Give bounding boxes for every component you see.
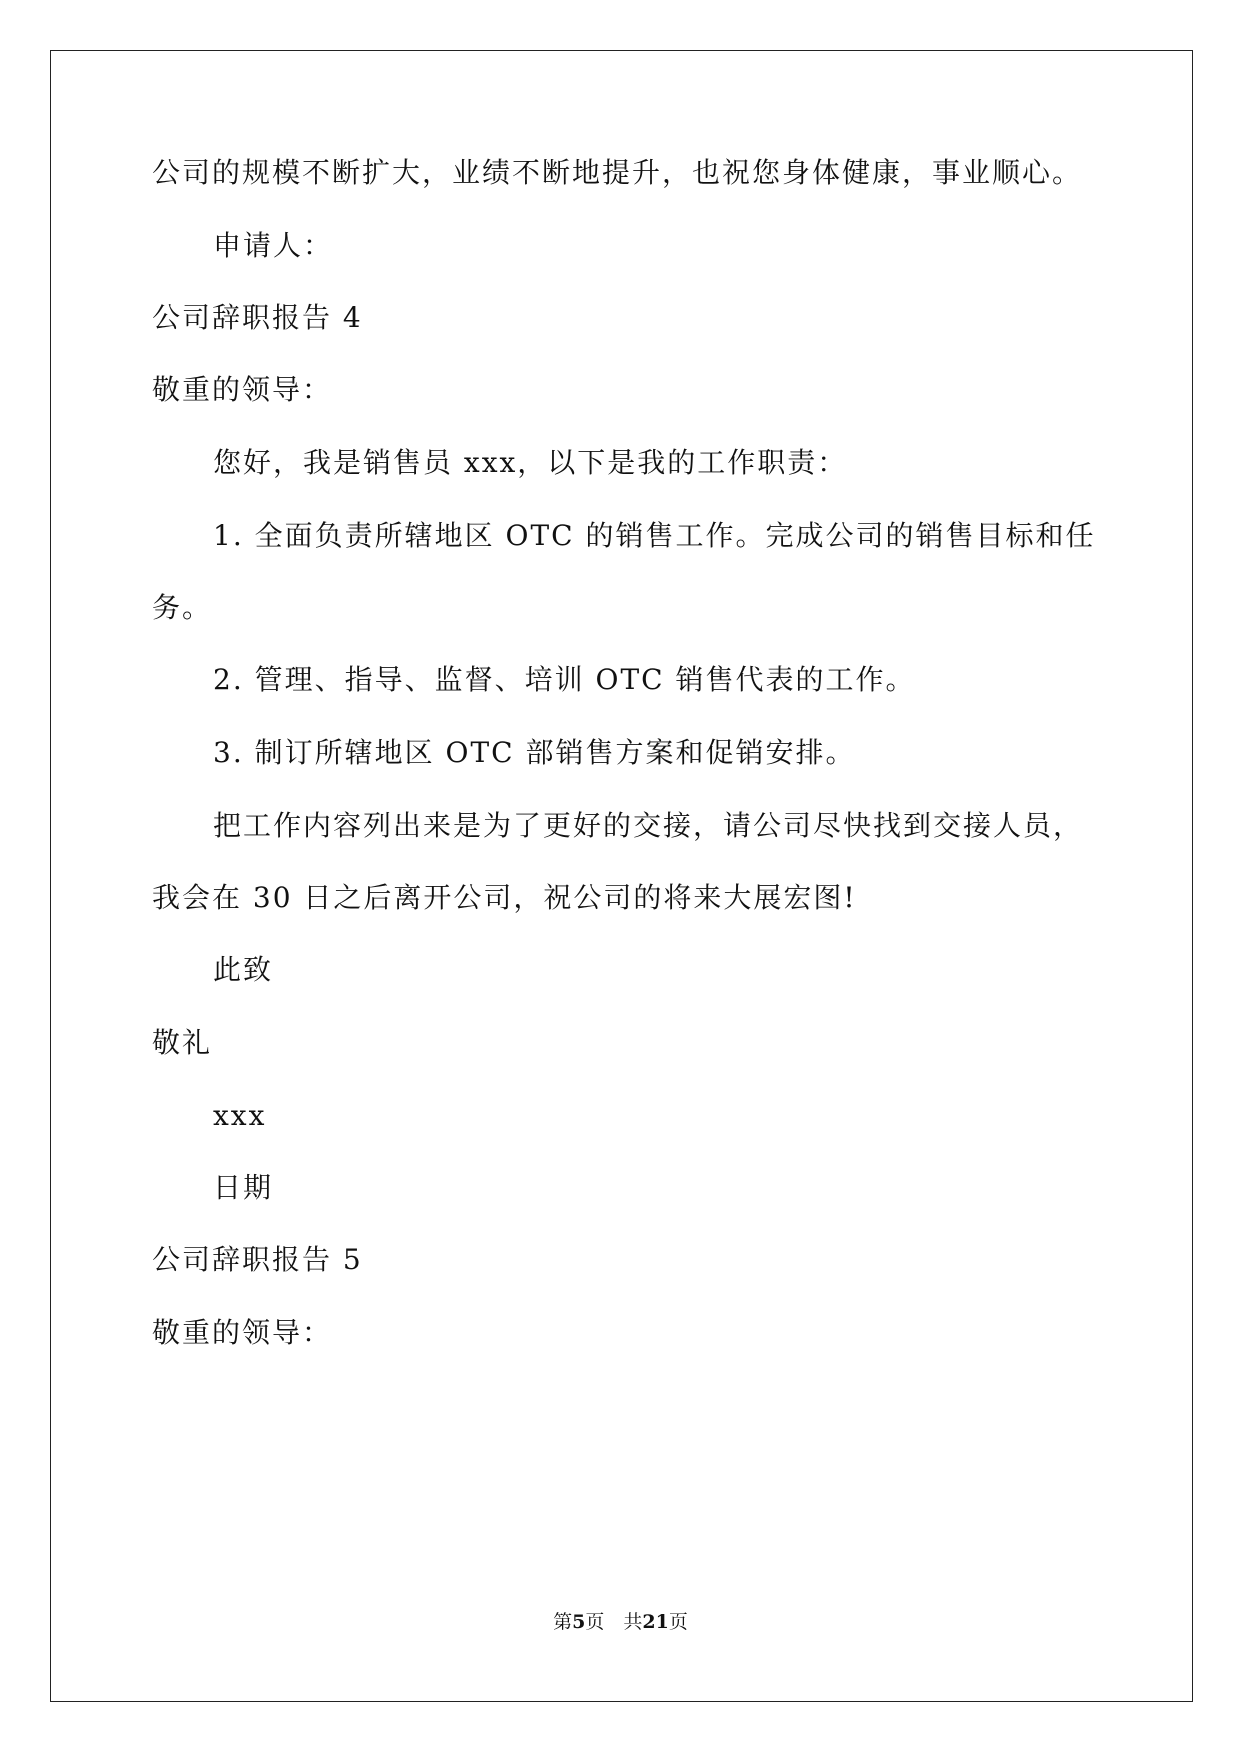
- page-footer: [0, 1610, 1241, 1634]
- paragraph-line: 您好，我是销售员 xxx，以下是我的工作职责：: [213, 446, 848, 479]
- paragraph-line: 务。: [152, 591, 213, 624]
- salutation: 敬重的领导：: [152, 1316, 333, 1349]
- section-heading: 公司辞职报告 4: [152, 301, 363, 334]
- current-page-number: 5: [572, 1611, 586, 1633]
- list-item: 2. 管理、指导、监督、培训 OTC 销售代表的工作。: [213, 663, 916, 696]
- total-pages-number: 21: [642, 1611, 669, 1633]
- signature-date: 日期: [213, 1171, 274, 1204]
- section-heading: 公司辞职报告 5: [152, 1243, 363, 1276]
- footer-middle: 页 共: [585, 1611, 643, 1633]
- footer-suffix: 页: [668, 1611, 688, 1633]
- closing-line: 敬礼: [152, 1026, 213, 1059]
- page-border: [50, 50, 1193, 1702]
- salutation: 敬重的领导：: [152, 373, 333, 406]
- closing-line: 此致: [213, 953, 274, 986]
- signature-name: xxx: [213, 1099, 267, 1132]
- list-item: 1. 全面负责所辖地区 OTC 的销售工作。完成公司的销售目标和任: [213, 519, 1096, 552]
- applicant-label: 申请人：: [213, 229, 334, 262]
- list-item: 3. 制订所辖地区 OTC 部销售方案和促销安排。: [213, 736, 856, 769]
- paragraph-line: 公司的规模不断扩大，业绩不断地提升，也祝您身体健康，事业顺心。: [152, 156, 1083, 189]
- paragraph-line: 把工作内容列出来是为了更好的交接，请公司尽快找到交接人员，: [213, 809, 1084, 842]
- paragraph-line: 我会在 30 日之后离开公司，祝公司的将来大展宏图!: [152, 881, 857, 914]
- footer-prefix: 第: [553, 1611, 573, 1633]
